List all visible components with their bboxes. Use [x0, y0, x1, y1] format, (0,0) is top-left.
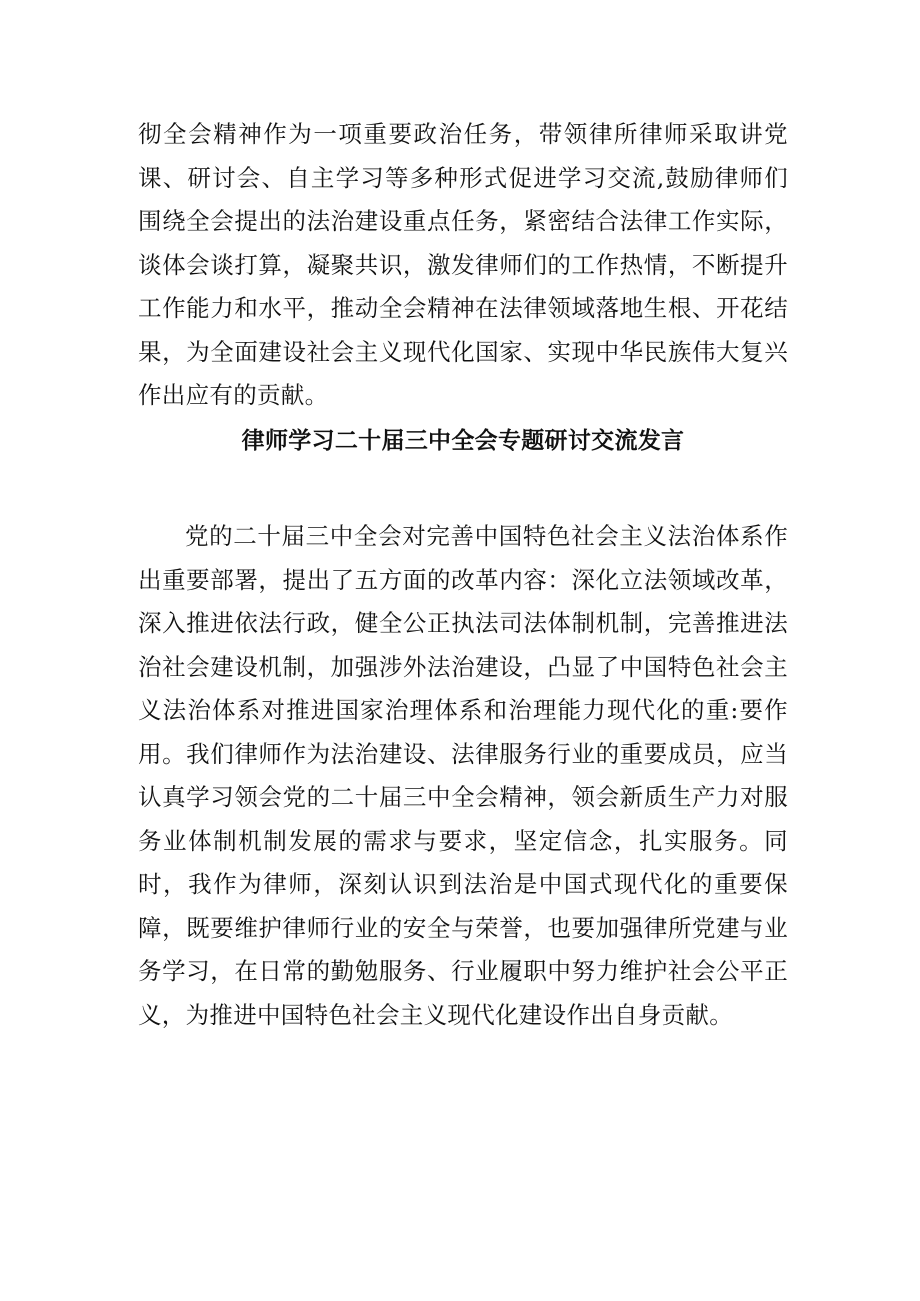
- paragraph-speech: 党的二十届三中全会对完善中国特色社会主义法治体系作出重要部署，提出了五方面的改革内容：深化立法领域改革，深入推进依法行政，健全公正执法司法体制机制，完善推进法治社会建设机制，加强涉外法治建设，凸显了中国特色社会主义法治体系对推进国家治理体系和治理能力现代化的重:要作用。我们律师作为法治建设、法律服务行业的重要成员，应当认真学习领会党的二十届三中全会精神，领会新质生产力对服务业体制机制发展的需求与要求，坚定信念，扎实服务。同时，我作为律师，深刻认识到法治是中国式现代化的重要保障，既要维护律师行业的安全与荣誉，也要加强律所党建与业务学习，在日常的勤勉服务、行业履职中努力维护社会公平正义，为推进中国特色社会主义现代化建设作出自身贡献。: [138, 522, 788, 1029]
- paragraph-continued: 彻全会精神作为一项重要政治任务，带领律所律师采取讲党课、研讨会、自主学习等多种形式促进学习交流,鼓励律师们围绕全会提出的法治建设重点任务，紧密结合法律工作实际，谈体会谈打算，凝聚共识，激发律师们的工作热情，不断提升工作能力和水平，推动全会精神在法律领域落地生根、开花结果，为全面建设社会主义现代化国家、实现中华民族伟大复兴作出应有的贡献。: [138, 120, 788, 409]
- section-heading: 律师学习二十届三中全会专题研讨交流发言: [241, 428, 685, 454]
